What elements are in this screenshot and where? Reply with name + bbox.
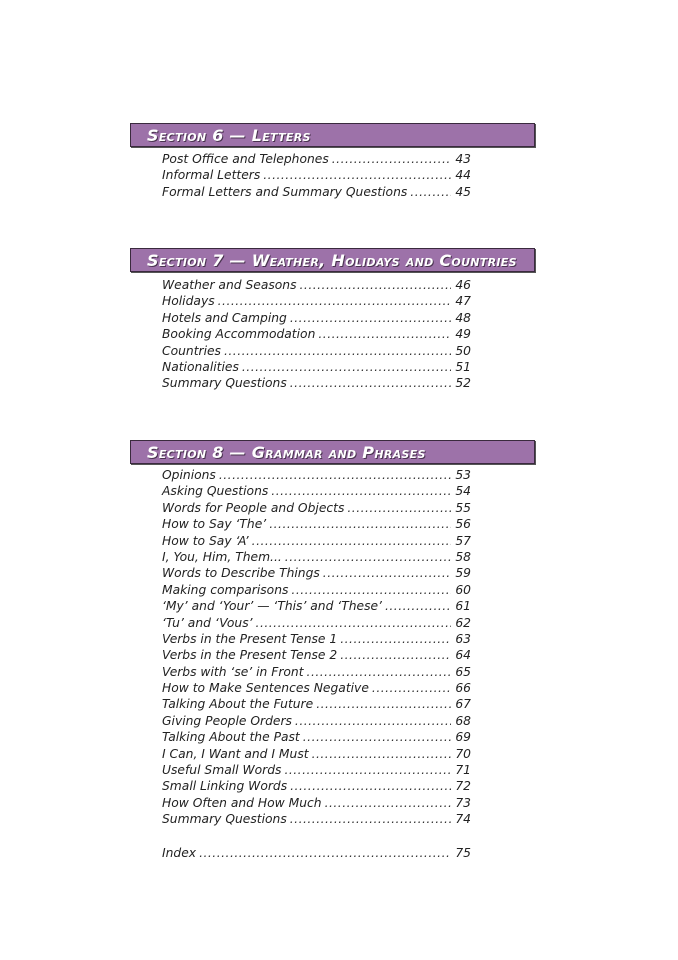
index-entry-list xyxy=(162,845,471,861)
entry-page: 71 xyxy=(455,763,471,778)
entry-title: How to Say ‘The’ xyxy=(162,517,267,532)
entry-title: Verbs in the Present Tense 2 xyxy=(162,648,338,663)
toc-entry[interactable] xyxy=(162,375,471,391)
leader-dots xyxy=(295,713,451,729)
leader-dots xyxy=(242,359,451,375)
entry-title: Talking About the Past xyxy=(162,730,300,745)
toc-entry[interactable] xyxy=(162,598,471,614)
toc-entry[interactable] xyxy=(162,664,471,680)
entry-page: 59 xyxy=(455,566,471,581)
entry-title: Informal Letters xyxy=(162,168,261,183)
leader-dots xyxy=(290,811,452,827)
entry-page: 68 xyxy=(455,713,471,728)
entry-title: Holidays xyxy=(162,294,215,309)
section-title: Section 6 — Letters xyxy=(147,126,311,145)
entry-page: 67 xyxy=(455,697,471,712)
entry-title: How to Make Sentences Negative xyxy=(162,681,369,696)
leader-dots xyxy=(347,500,451,516)
entry-title: How to Say ‘A’ xyxy=(162,533,249,548)
entry-page: 64 xyxy=(455,648,471,663)
section-header xyxy=(130,440,535,464)
entry-title: Countries xyxy=(162,343,221,358)
toc-entry[interactable] xyxy=(162,277,471,293)
leader-dots xyxy=(318,326,451,342)
entry-title: Weather and Seasons xyxy=(162,278,297,292)
leader-dots xyxy=(290,778,451,794)
leader-dots xyxy=(269,516,451,532)
toc-entry-index[interactable] xyxy=(162,845,471,861)
leader-dots xyxy=(410,184,451,200)
leader-dots xyxy=(285,549,452,565)
toc-entry[interactable] xyxy=(162,746,471,762)
entry-page: 57 xyxy=(455,533,471,548)
entry-page: 54 xyxy=(455,484,471,499)
toc-entry[interactable] xyxy=(162,151,471,167)
leader-dots xyxy=(199,845,451,861)
entry-title: Summary Questions xyxy=(162,376,287,391)
entry-title: Making comparisons xyxy=(162,582,289,597)
toc-entry[interactable] xyxy=(162,680,471,696)
entry-list xyxy=(162,277,471,392)
entry-title: Asking Questions xyxy=(162,484,269,499)
toc-entry[interactable] xyxy=(162,696,471,712)
leader-dots xyxy=(385,598,451,614)
toc-entry[interactable] xyxy=(162,483,471,499)
toc-entry[interactable] xyxy=(162,167,471,183)
entry-page: 62 xyxy=(455,615,471,630)
entry-page: 72 xyxy=(455,779,471,794)
entry-title: Verbs with ‘se’ in Front xyxy=(162,664,304,679)
entry-page: 53 xyxy=(455,468,471,482)
toc-entry[interactable] xyxy=(162,729,471,745)
entry-title: Hotels and Camping xyxy=(162,310,287,325)
entry-page: 47 xyxy=(455,294,471,309)
entry-page: 50 xyxy=(455,343,471,358)
toc-entry[interactable] xyxy=(162,293,471,309)
leader-dots xyxy=(219,467,452,483)
toc-entry[interactable] xyxy=(162,582,471,598)
leader-dots xyxy=(252,533,452,549)
section-title: Section 7 — Weather, Holidays and Countries xyxy=(147,251,517,270)
entry-title: Talking About the Future xyxy=(162,697,314,712)
toc-entry[interactable] xyxy=(162,565,471,581)
section-header xyxy=(130,123,535,147)
leader-dots xyxy=(340,647,451,663)
toc-entry[interactable] xyxy=(162,359,471,375)
toc-entry[interactable] xyxy=(162,647,471,663)
entry-title: Post Office and Telephones xyxy=(162,152,329,166)
leader-dots xyxy=(271,483,451,499)
leader-dots xyxy=(325,795,452,811)
entry-page: 75 xyxy=(455,846,471,860)
entry-title: ‘My’ and ‘Your’ — ‘This’ and ‘These’ xyxy=(162,599,382,614)
toc-entry[interactable] xyxy=(162,615,471,631)
entry-title: Words for People and Objects xyxy=(162,500,345,515)
entry-page: 74 xyxy=(455,812,471,827)
leader-dots xyxy=(300,277,452,293)
entry-title: ‘Tu’ and ‘Vous’ xyxy=(162,615,253,630)
entry-page: 63 xyxy=(455,631,471,646)
leader-dots xyxy=(303,729,452,745)
leader-dots xyxy=(284,762,451,778)
toc-entry[interactable] xyxy=(162,811,471,827)
entry-title: Opinions xyxy=(162,468,216,482)
toc-entry[interactable] xyxy=(162,343,471,359)
leader-dots xyxy=(312,746,452,762)
entry-page: 46 xyxy=(455,278,471,292)
entry-page: 69 xyxy=(455,730,471,745)
entry-title: Summary Questions xyxy=(162,812,287,827)
leader-dots xyxy=(372,680,451,696)
entry-list xyxy=(162,467,471,828)
entry-title: Formal Letters and Summary Questions xyxy=(162,184,408,199)
toc-entry[interactable] xyxy=(162,310,471,326)
leader-dots xyxy=(290,375,452,391)
entry-page: 70 xyxy=(455,746,471,761)
entry-title: Index xyxy=(162,846,197,860)
toc-entry[interactable] xyxy=(162,184,471,200)
leader-dots xyxy=(316,696,451,712)
toc-entry[interactable] xyxy=(162,713,471,729)
entry-title: I Can, I Want and I Must xyxy=(162,746,309,761)
entry-title: Nationalities xyxy=(162,359,239,374)
leader-dots xyxy=(256,615,452,631)
leader-dots xyxy=(307,664,452,680)
toc-entry[interactable] xyxy=(162,795,471,811)
leader-dots xyxy=(291,582,451,598)
leader-dots xyxy=(224,343,451,359)
toc-entry[interactable] xyxy=(162,326,471,342)
entry-title: Giving People Orders xyxy=(162,713,292,728)
entry-title: Words to Describe Things xyxy=(162,566,320,581)
leader-dots xyxy=(263,167,451,183)
toc-entry[interactable] xyxy=(162,516,471,532)
entry-page: 45 xyxy=(455,184,471,199)
entry-title: Useful Small Words xyxy=(162,763,282,778)
entry-page: 61 xyxy=(455,599,471,614)
entry-page: 73 xyxy=(455,795,471,810)
section-title: Section 8 — Grammar and Phrases xyxy=(147,443,426,462)
toc-entry[interactable] xyxy=(162,631,471,647)
leader-dots xyxy=(332,151,452,167)
entry-page: 48 xyxy=(455,310,471,325)
section-header xyxy=(130,248,535,272)
entry-page: 65 xyxy=(455,664,471,679)
toc-entry[interactable] xyxy=(162,467,471,483)
entry-list xyxy=(162,151,471,200)
leader-dots xyxy=(218,293,452,309)
entry-page: 51 xyxy=(455,359,471,374)
toc-entry[interactable] xyxy=(162,778,471,794)
entry-page: 44 xyxy=(455,168,471,183)
entry-page: 49 xyxy=(455,327,471,342)
toc-entry[interactable] xyxy=(162,549,471,565)
entry-page: 58 xyxy=(455,549,471,564)
toc-entry[interactable] xyxy=(162,500,471,516)
entry-page: 55 xyxy=(455,500,471,515)
entry-title: Small Linking Words xyxy=(162,779,288,794)
leader-dots xyxy=(340,631,451,647)
toc-entry[interactable] xyxy=(162,762,471,778)
entry-title: I, You, Him, Them... xyxy=(162,549,282,564)
entry-title: Verbs in the Present Tense 1 xyxy=(162,631,338,646)
entry-page: 43 xyxy=(455,152,471,166)
entry-page: 60 xyxy=(455,582,471,597)
entry-page: 56 xyxy=(455,517,471,532)
toc-entry[interactable] xyxy=(162,533,471,549)
leader-dots xyxy=(323,565,452,581)
entry-title: Booking Accommodation xyxy=(162,327,316,342)
entry-page: 66 xyxy=(455,681,471,696)
leader-dots xyxy=(290,310,451,326)
entry-page: 52 xyxy=(455,376,471,391)
entry-title: How Often and How Much xyxy=(162,795,322,810)
